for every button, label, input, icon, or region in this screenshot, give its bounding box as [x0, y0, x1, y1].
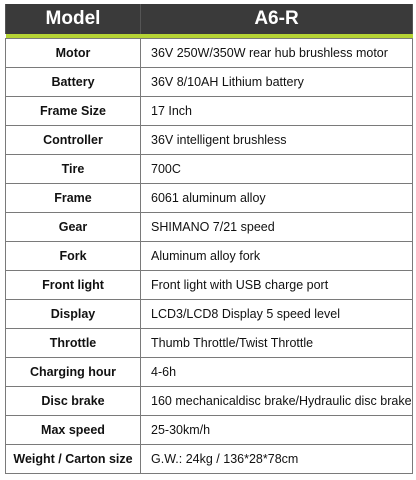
- spec-value: Aluminum alloy fork: [141, 242, 413, 271]
- table-row: [6, 213, 413, 242]
- spec-value: 4-6h: [141, 358, 413, 387]
- spec-value: 25-30km/h: [141, 416, 413, 445]
- header-model-name: A6-R: [141, 4, 413, 34]
- spec-label: Weight / Carton size: [6, 445, 141, 474]
- spec-value: 17 Inch: [141, 97, 413, 126]
- spec-value: 36V intelligent brushless: [141, 126, 413, 155]
- spec-label: Motor: [6, 39, 141, 68]
- spec-label: Max speed: [6, 416, 141, 445]
- table-row: [6, 126, 413, 155]
- table-row: [6, 68, 413, 97]
- spec-label: Controller: [6, 126, 141, 155]
- spec-value: G.W.: 24kg / 136*28*78cm: [141, 445, 413, 474]
- spec-label: Display: [6, 300, 141, 329]
- spec-label: Frame Size: [6, 97, 141, 126]
- spec-value: SHIMANO 7/21 speed: [141, 213, 413, 242]
- table-row: [6, 300, 413, 329]
- table-row: [6, 387, 413, 416]
- header-model-label: Model: [6, 4, 141, 34]
- table-row: [6, 242, 413, 271]
- header-row: [6, 4, 413, 34]
- spec-label: Disc brake: [6, 387, 141, 416]
- spec-value: Front light with USB charge port: [141, 271, 413, 300]
- table-row: [6, 358, 413, 387]
- spec-value: Thumb Throttle/Twist Throttle: [141, 329, 413, 358]
- spec-table: [5, 4, 413, 474]
- spec-label: Front light: [6, 271, 141, 300]
- table-row: [6, 416, 413, 445]
- table-row: [6, 155, 413, 184]
- table-row: [6, 39, 413, 68]
- table-row: [6, 97, 413, 126]
- spec-label: Fork: [6, 242, 141, 271]
- spec-value: LCD3/LCD8 Display 5 speed level: [141, 300, 413, 329]
- spec-value: 36V 8/10AH Lithium battery: [141, 68, 413, 97]
- spec-label: Tire: [6, 155, 141, 184]
- spec-label: Throttle: [6, 329, 141, 358]
- spec-value: 6061 aluminum alloy: [141, 184, 413, 213]
- table-row: [6, 445, 413, 474]
- spec-label: Charging hour: [6, 358, 141, 387]
- table-row: [6, 271, 413, 300]
- spec-value: 700C: [141, 155, 413, 184]
- spec-value: 36V 250W/350W rear hub brushless motor: [141, 39, 413, 68]
- spec-value: 160 mechanicaldisc brake/Hydraulic disc brake: [141, 387, 413, 416]
- spec-label: Gear: [6, 213, 141, 242]
- table-row: [6, 184, 413, 213]
- table-row: [6, 329, 413, 358]
- spec-label: Battery: [6, 68, 141, 97]
- spec-label: Frame: [6, 184, 141, 213]
